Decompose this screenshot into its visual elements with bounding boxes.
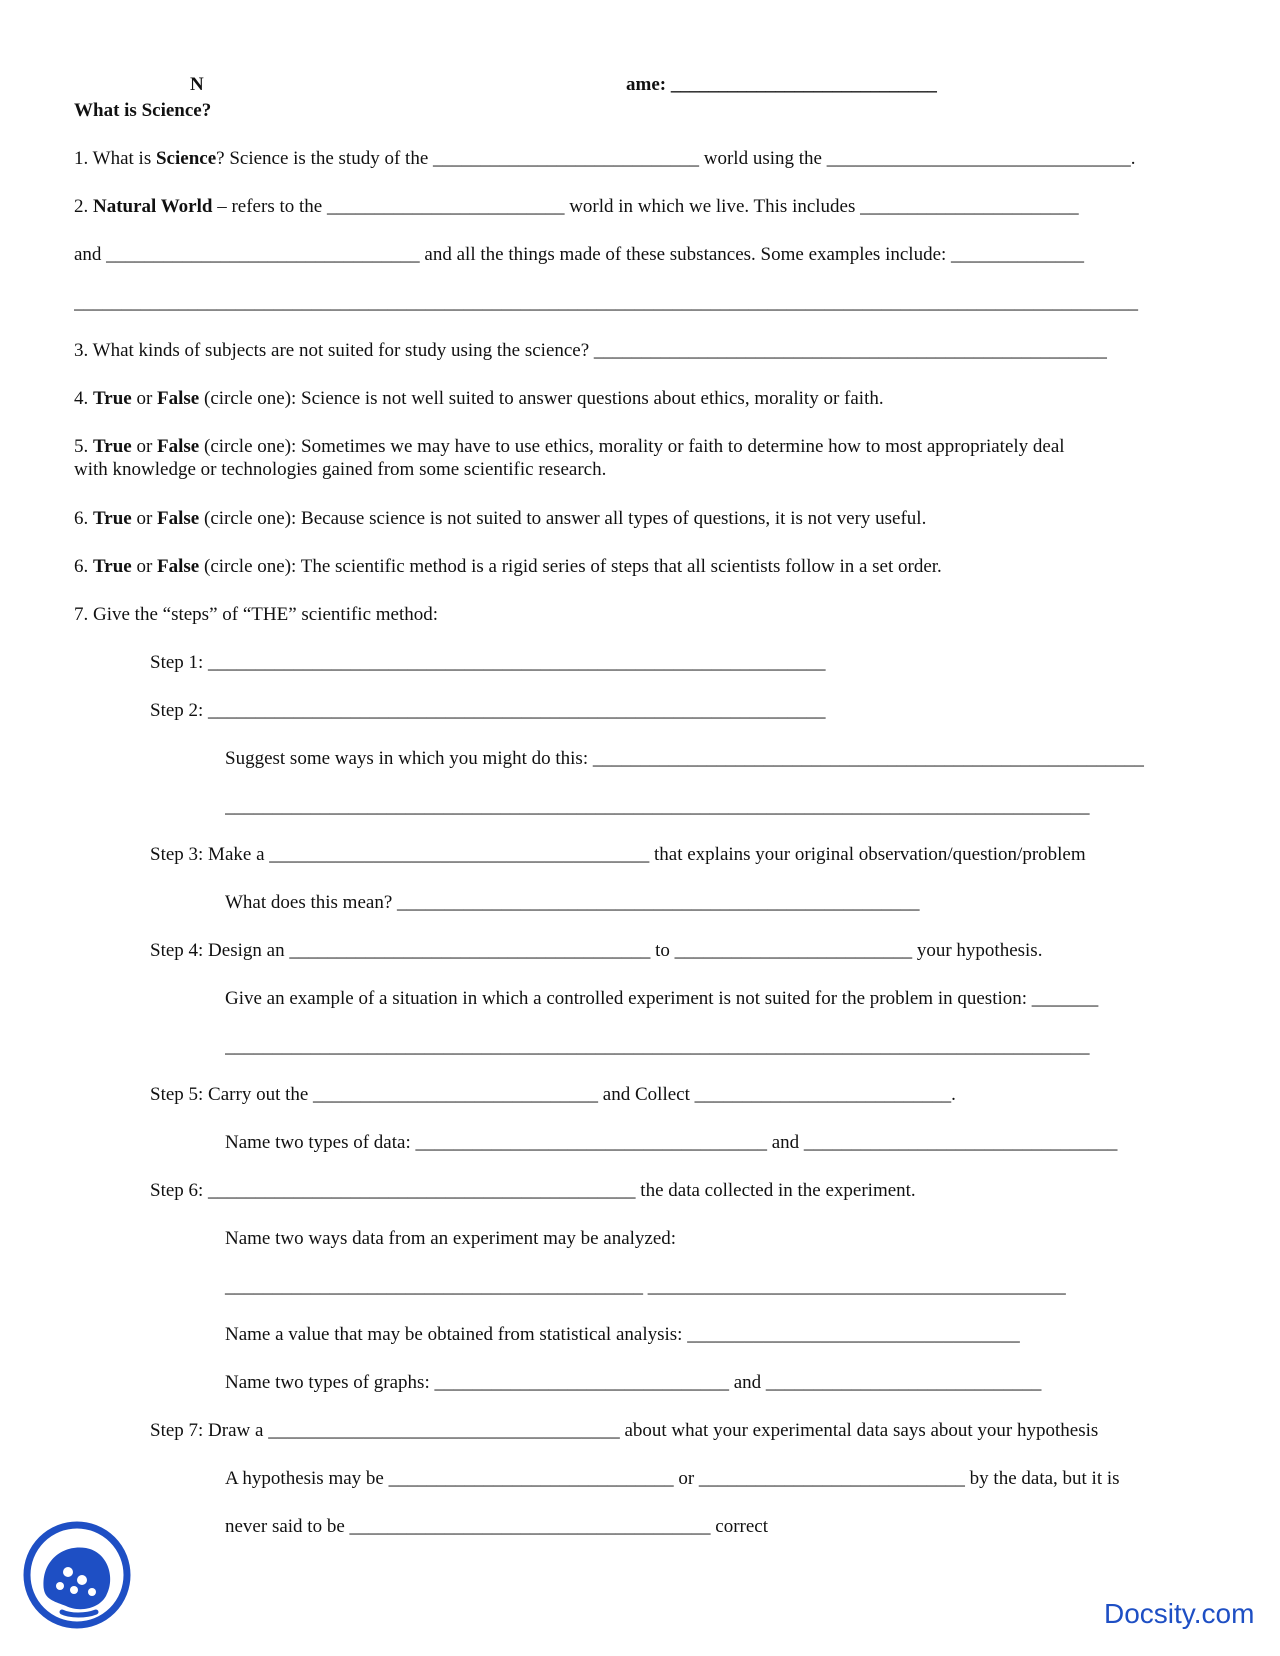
- docsity-logo-icon: [22, 1520, 132, 1630]
- question-6b: 6. True or False (circle one): The scientific method is a rigid series of steps that all scientists follow in a set order.: [74, 556, 942, 577]
- question-4: 4. True or False (circle one): Science is not well suited to answer questions about ethics, morality or faith.: [74, 388, 884, 409]
- step-6-analysis-blanks: ____________________________________________ ____________________________________________: [225, 1276, 1066, 1297]
- question-7-intro: 7. Give the “steps” of “THE” scientific method:: [74, 604, 439, 625]
- question-6a: 6. True or False (circle one): Because science is not suited to answer all types of questions, it is not very useful.: [74, 508, 927, 529]
- step-4-answer-line: ___________________________________________________________________________________________: [225, 1036, 1090, 1057]
- step-4: Step 4: Design an ______________________________________ to _________________________ your hypothesis.: [150, 940, 1043, 961]
- step-3: Step 3: Make a ________________________________________ that explains your original observation/question/problem: [150, 844, 1086, 865]
- question-3: 3. What kinds of subjects are not suited for study using the science? ______________________________________________________: [74, 340, 1107, 361]
- step-1: Step 1: _________________________________________________________________: [150, 652, 826, 673]
- step-6: Step 6: _____________________________________________ the data collected in the experiment.: [150, 1180, 916, 1201]
- step-2-suggest: Suggest some ways in which you might do this: __________________________________________________________: [225, 748, 1144, 769]
- name-label-n: N: [190, 74, 204, 95]
- question-2: 2. Natural World – refers to the _________________________ world in which we live. This includes _______________________: [74, 196, 1079, 217]
- step-7: Step 7: Draw a _____________________________________ about what your experimental data says about your hypothesis: [150, 1420, 1099, 1441]
- step-4-example: Give an example of a situation in which a controlled experiment is not suited for the problem in question: _______: [225, 988, 1099, 1009]
- docsity-brand-text[interactable]: Docsity.com: [1104, 1598, 1255, 1629]
- question-1: 1. What is Science? Science is the study of the ____________________________ world using the ________________________________.: [74, 148, 1136, 169]
- step-6-graph-types: Name two types of graphs: _______________________________ and _____________________________: [225, 1372, 1042, 1393]
- question-5: 5. True or False (circle one): Sometimes we may have to use ethics, morality or faith to determine how to most appropriately deal: [74, 436, 1065, 457]
- name-label-field: ame: ____________________________: [626, 74, 937, 95]
- step-5: Step 5: Carry out the ______________________________ and Collect ___________________________.: [150, 1084, 956, 1105]
- page-title: What is Science?: [74, 100, 212, 121]
- step-3-meaning: What does this mean? _______________________________________________________: [225, 892, 920, 913]
- step-5-data-types: Name two types of data: _____________________________________ and _________________________________: [225, 1132, 1118, 1153]
- question-2-line-3: ________________________________________________________________________________________________________________: [74, 292, 1138, 313]
- step-6-analysis-ways: Name two ways data from an experiment may be analyzed:: [225, 1228, 677, 1249]
- step-6-statistical-value: Name a value that may be obtained from statistical analysis: ___________________________________: [225, 1324, 1020, 1345]
- step-7-line-3: never said to be ______________________________________ correct: [225, 1516, 768, 1537]
- step-2: Step 2: _________________________________________________________________: [150, 700, 826, 721]
- step-7-line-2: A hypothesis may be ______________________________ or ____________________________ by the data, but it is: [225, 1468, 1120, 1489]
- step-2-answer-line: ___________________________________________________________________________________________: [225, 796, 1090, 817]
- question-5-line-2: with knowledge or technologies gained from some scientific research.: [74, 459, 607, 480]
- question-2-line-2: and _________________________________ and all the things made of these substances. Some examples include: ______________: [74, 244, 1085, 265]
